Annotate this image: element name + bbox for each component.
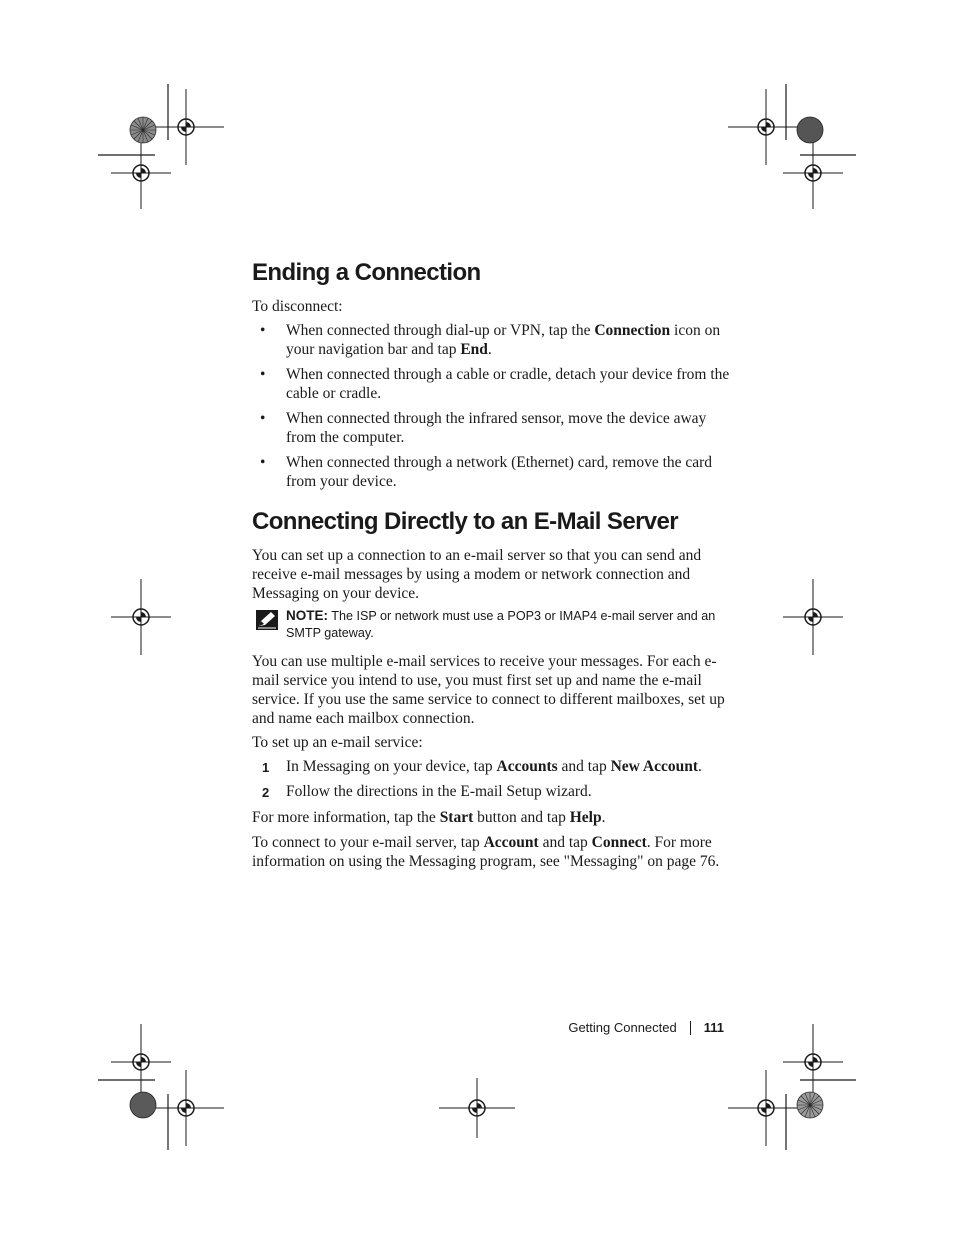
section-heading-ending-connection: Ending a Connection [252,259,481,286]
note-body: The ISP or network must use a POP3 or IMAP4 e-mail server and an SMTP gateway. [286,609,716,640]
step-text: Follow the directions in the E-mail Setup wizard. [286,783,592,800]
disconnect-list [252,321,730,497]
page-footer [568,1020,724,1035]
page-number: 111 [703,1020,724,1035]
text-run: . For more information on using the Messaging program, see "Messaging" on page 76. [252,834,720,870]
text-run: To connect to your e-mail server, tap [252,834,484,851]
note-box [252,607,730,642]
paragraph [252,833,730,871]
color-bar-circle-icon [130,1092,156,1118]
registration-mark-icon [111,137,171,209]
note-text [286,607,730,642]
list-item [252,321,730,359]
color-bar-circle-icon [130,117,156,143]
footer-section-title: Getting Connected [568,1020,677,1035]
list-item-text: When connected through a cable or cradle, detach your device from the cable or cradle. [286,366,730,402]
start-label: Start [439,809,474,826]
section-heading-email-server: Connecting Directly to an E-Mail Server [252,508,679,535]
registration-mark-icon [148,1070,224,1146]
text-run: . [601,809,606,826]
text-run: For more information, tap the [252,809,440,826]
setup-steps [252,757,730,807]
step-text: In Messaging on your device, tap [286,758,497,775]
note-label: NOTE: [286,608,328,623]
list-item-text: When connected through dial-up or VPN, tap the [286,322,595,339]
list-item-text: When connected through the infrared sensor, move the device away from the computer. [286,410,707,446]
footer-divider [690,1021,691,1035]
end-label: End [460,341,488,358]
step-item [252,757,730,776]
list-item [252,365,730,403]
color-bar-circle-icon [797,117,823,143]
step-item [252,782,730,801]
list-item-text: icon on your navigation bar and tap [286,322,721,358]
connect-label: Connect [591,834,647,851]
color-bar-circle-icon [797,1092,823,1118]
note-pencil-icon [256,610,278,630]
list-item-text: When connected through a network (Ethernet) card, remove the card from your device. [286,454,713,490]
registration-mark-icon [439,1078,515,1138]
registration-mark-icon [783,1024,843,1100]
registration-mark-icon [148,89,224,165]
registration-mark-icon [111,1024,171,1100]
list-item [252,453,730,491]
registration-mark-icon [783,137,843,209]
list-item [252,409,730,447]
help-label: Help [569,809,602,826]
paragraph: You can set up a connection to an e-mail server so that you can send and receive e-mail messages by using a modem or network connection and Messaging on your device. [252,547,702,602]
step-number: 1 [262,760,270,775]
text-run: and tap [538,834,592,851]
bullet-icon: • [260,366,266,383]
paragraph [252,808,730,827]
connection-label: Connection [594,322,671,339]
registration-mark-icon [728,89,804,165]
account-label: Account [483,834,539,851]
paragraph: To set up an e-mail service: [252,734,423,751]
step-number: 2 [262,785,270,800]
text-run: button and tap [473,809,570,826]
new-account-label: New Account [610,758,698,775]
list-item-text: . [487,341,492,358]
registration-mark-icon [783,579,843,655]
bullet-icon: • [260,410,266,427]
intro-text: To disconnect: [252,298,343,315]
step-text: and tap [557,758,611,775]
bullet-icon: • [260,454,266,471]
accounts-label: Accounts [496,758,558,775]
registration-mark-icon [111,579,171,655]
paragraph: You can use multiple e-mail services to receive your messages. For each e-mail service you intend to use, you must first set up and name the e-mail service. If you use the same service to connect to different mailboxes, set up and name each mailbox connection. [252,653,725,727]
step-text: . [698,758,702,775]
registration-mark-icon [728,1070,804,1146]
bullet-icon: • [260,322,266,339]
